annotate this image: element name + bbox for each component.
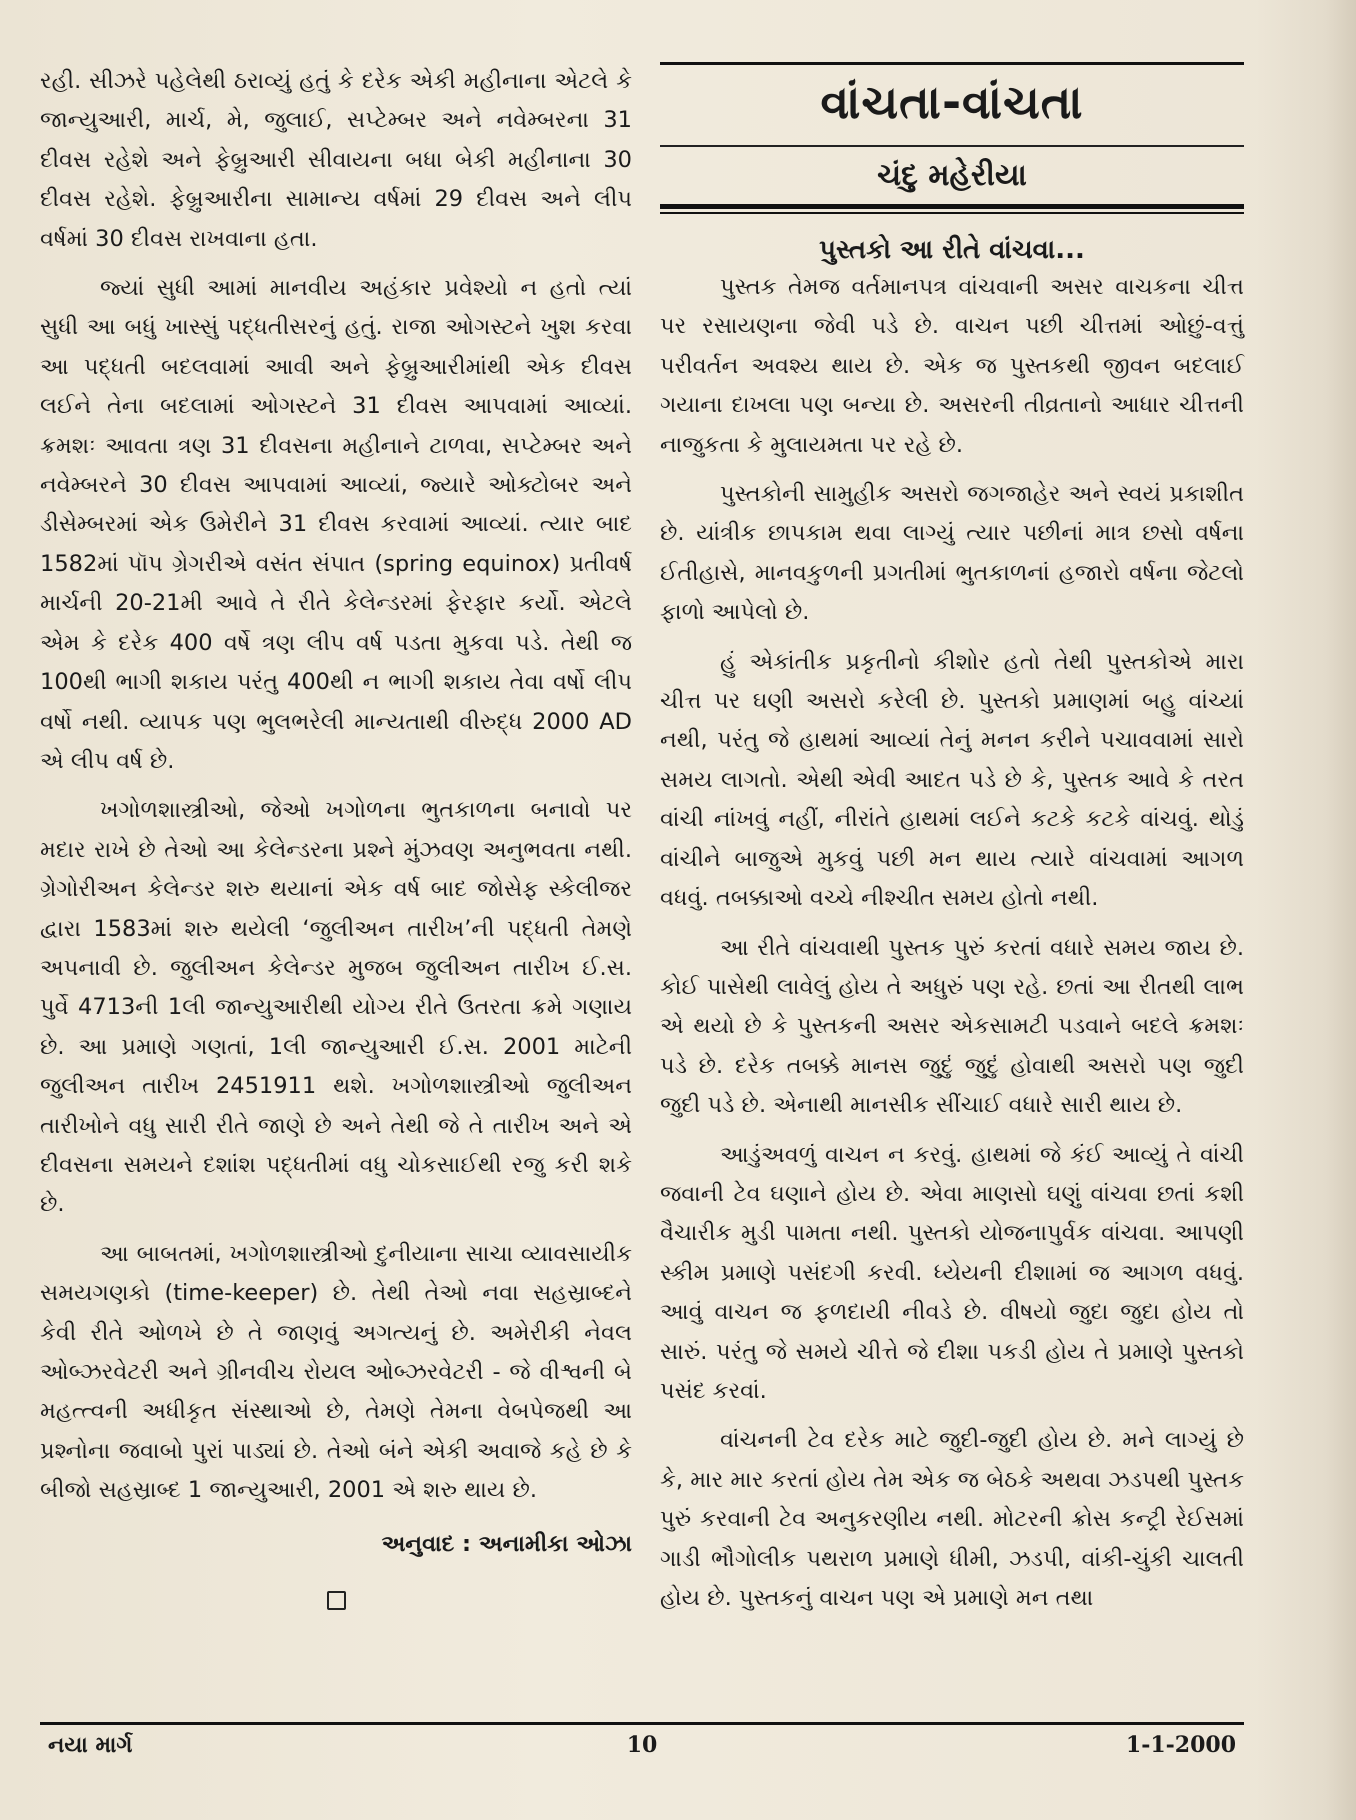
magazine-name: નયા માર્ગ xyxy=(48,1732,133,1758)
page-footer xyxy=(40,1732,1244,1766)
right-paragraph-4: આ રીતે વાંચવાથી પુસ્તક પુરું કરતાં વધારે સમય જાય છે. કોઈ પાસેથી લાવેલું હોય તે અધુરું પણ રહે. છતાં આ રીતથી લાભ એ થયો છે કે પુસ્તકની અસર એકસામટી પડવાને બદલે ક્રમશઃ પડે છે. દરેક તબક્કે માનસ જુદું જુદું હોવાથી અસરો પણ જુદી જુદી પડે છે. એનાથી માનસીક સીંચાઈ વધારે સારી થાય છે. xyxy=(660,934,1244,1119)
right-column xyxy=(660,268,1244,1628)
right-paragraph-6: વાંચનની ટેવ દરેક માટે જુદી-જુદી હોય છે. મને લાગ્યું છે કે, માર માર કરતાં હોય તેમ એક જ બેઠકે અથવા ઝડપથી પુસ્તક પુરું કરવાની ટેવ અનુકરણીય નથી. મોટરની ક્રોસ કન્ટ્રી રેઈસમાં ગાડી ભૌગોલીક પથરાળ પ્રમાણે ધીમી, ઝડપી, વાંકી-ચુંકી ચાલતી હોય છે. પુસ્તકનું વાચન પણ એ પ્રમાણે મન તથા xyxy=(660,1427,1244,1611)
issue-date: 1-1-2000 xyxy=(1125,1732,1236,1758)
right-paragraph-1: પુસ્તક તેમજ વર્તમાનપત્ર વાંચવાની અસર વાચકના ચીત્ત પર રસાયણના જેવી પડે છે. વાચન પછી ચીત્તમાં ઓછું-વત્તું પરીવર્તન અવશ્ય થાય છે. એક જ પુસ્તકથી જીવન બદલાઈ ગયાના દાખલા પણ બન્યા છે. અસરની તીવ્રતાનો આધાર ચીત્તની નાજુકતા કે મુલાયમતા પર રહે છે. xyxy=(660,274,1244,458)
translator-credit: અનુવાદ : અનામીકા ઓઝા xyxy=(381,1530,632,1557)
right-paragraph-3: હું એકાંતીક પ્રકૃતીનો કીશોર હતો તેથી પુસ્તકોએ મારા ચીત્ત પર ઘણી અસરો કરેલી છે. પુસ્તકો પ્રમાણમાં બહુ વાંચ્યાં નથી, પરંતુ જે હાથમાં આવ્યાં તેનું મનન કરીને પચાવવામાં સારો સમય લાગતો. એથી એવી આદત પડે છે કે, પુસ્તક આવે કે તરત વાંચી નાંખવું નહીં, નીરાંતે હાથમાં લઈને કટકે કટકે વાંચવું. થોડું વાંચીને બાજુએ મુકવું પછી મન થાય ત્યારે વાંચવામાં આગળ વધવું. તબક્કાઓ વચ્ચે નીશ્ચીત સમય હોતો નથી. xyxy=(660,648,1244,912)
header-rule-thin xyxy=(660,212,1244,214)
header-rule-middle xyxy=(660,145,1244,147)
left-paragraph-1: રહી. સીઝરે પહેલેથી ઠરાવ્યું હતું કે દરેક એકી મહીનાના એટલે કે જાન્યુઆરી, માર્ચ, મે, જુલાઈ, સપ્ટેમ્બર અને નવેમ્બરના 31 દીવસ રહેશે અને ફેબ્રુઆરી સીવાયના બધા બેકી મહીનાના 30 દીવસ રહેશે. ફેબ્રુઆરીના સામાન્ય વર્ષમાં 29 દીવસ અને લીપ વર્ષમાં 30 દીવસ રાખવાના હતા. xyxy=(40,68,632,252)
square-icon xyxy=(327,1591,346,1610)
end-of-article-mark xyxy=(40,1584,632,1623)
right-paragraph-2: પુસ્તકોની સામુહીક અસરો જગજાહેર અને સ્વયં પ્રકાશીત છે. યાંત્રીક છાપકામ થવા લાગ્યું ત્યાર પછીનાં માત્ર છસો વર્ષના ઈતીહાસે, માનવકુળની પ્રગતીમાં ભુતકાળનાં હજારો વર્ષના જેટલો ફાળો આપેલો છે. xyxy=(660,481,1244,626)
left-paragraph-2: જ્યાં સુધી આમાં માનવીય અહંકાર પ્રવેશ્યો ન હતો ત્યાં સુધી આ બધું ખાસ્સું પદ્ધતીસરનું હતું. રાજા ઓગસ્ટને ખુશ કરવા આ પદ્ધતી બદલવામાં આવી અને ફેબ્રુઆરીમાંથી એક દીવસ લઈને તેના બદલામાં ઓગસ્ટને 31 દીવસ આપવામાં આવ્યાં. ક્રમશઃ આવતા ત્રણ 31 દીવસના મહીનાને ટાળવા, સપ્ટેમ્બર અને નવેમ્બરને 30 દીવસ આપવામાં આવ્યાં, જ્યારે ઓક્ટોબર અને ડીસેમ્બરમાં એક ઉમેરીને 31 દીવસ કરવામાં આવ્યાં. ત્યાર બાદ 1582માં પૉપ ગ્રેગરીએ વસંત સંપાત (spring equinox) પ્રતીવર્ષ માર્ચની 20-21મી આવે તે રીતે કેલેન્ડરમાં ફેરફાર કર્યો. એટલે એમ કે દરેક 400 વર્ષે ત્રણ લીપ વર્ષ પડતા મુકવા પડે. તેથી જ 100થી ભાગી શકાય પરંતુ 400થી ન ભાગી શકાય તેવા વર્ષો લીપ વર્ષો નથી. વ્યાપક પણ ભુલભરેલી માન્યતાથી વીરુદ્ધ 2000 AD એ લીપ વર્ષ છે. xyxy=(40,275,632,774)
right-paragraph-5: આડુંઅવળું વાચન ન કરવું. હાથમાં જે કંઈ આવ્યું તે વાંચી જવાની ટેવ ઘણાને હોય છે. એવા માણસો ઘણું વાંચવા છતાં કશી વૈચારીક મુડી પામતા નથી. પુસ્તકો યોજનાપુર્વક વાંચવા. આપણી સ્કીમ પ્રમાણે પસંદગી કરવી. ધ્યેયની દીશામાં જ આગળ વધવું. આવું વાચન જ ફળદાયી નીવડે છે. વીષયો જુદા જુદા હોય તો સારું. પરંતુ જે સમયે ચીત્તે જે દીશા પકડી હોય તે પ્રમાણે પુસ્તકો પસંદ કરવાં. xyxy=(660,1141,1244,1404)
header-rule-thick xyxy=(660,204,1244,209)
left-paragraph-4: આ બાબતમાં, ખગોળશાસ્ત્રીઓ દુનીયાના સાચા વ્યાવસાયીક સમયગણકો (time-keeper) છે. તેથી તેઓ નવા સહસ્રાબ્દને કેવી રીતે ઓળખે છે તે જાણવું અગત્યનું છે. અમેરીકી નેવલ ઓબ્ઝરવેટરી અને ગ્રીનવીચ રોયલ ઓબ્ઝરવેટરી - જે વીશ્વની બે મહત્ત્વની અધીકૃત સંસ્થાઓ છે, તેમણે તેમના વેબપેજથી આ પ્રશ્નોના જવાબો પુરાં પાડ્યાં છે. તેઓ બંને એકી અવાજે કહે છે કે બીજો સહસ્રાબ્દ 1 જાન્યુઆરી, 2001 એ શરુ થાય છે. xyxy=(40,1240,632,1504)
column-title: વાંચતા-વાંચતા xyxy=(820,75,1084,129)
page-number: 10 xyxy=(626,1732,658,1758)
footer-rule xyxy=(40,1722,1244,1725)
left-paragraph-3: ખગોળશાસ્ત્રીઓ, જેઓ ખગોળના ભુતકાળના બનાવો પર મદાર રાખે છે તેઓ આ કેલેન્ડરના પ્રશ્ને મુંઝવણ અનુભવતા નથી. ગ્રેગોરીઅન કેલેન્ડર શરુ થયાનાં એક વર્ષ બાદ જોસેફ સ્કેલીજર દ્વારા 1583માં શરુ થયેલી ‘જુલીઅન તારીખ’ની પદ્ધતી તેમણે અપનાવી છે. જુલીઅન કેલેન્ડર મુજબ જુલીઅન તારીખ ઈ.સ. પુર્વે 4713ની 1લી જાન્યુઆરીથી યોગ્ય રીતે ઉતરતા ક્રમે ગણાય છે. આ પ્રમાણે ગણતાં, 1લી જાન્યુઆરી ઈ.સ. 2001 માટેની જુલીઅન તારીખ 2451911 થશે. ખગોળશાસ્ત્રીઓ જુલીઅન તારીખોને વધુ સારી રીતે જાણે છે અને તેથી જે તે તારીખ અને એ દીવસના સમયને દશાંશ પદ્ધતીમાં વધુ ચોકસાઈથી રજુ કરી શકે છે. xyxy=(40,797,632,1218)
article-title: પુસ્તકો આ રીતે વાંચવા... xyxy=(819,235,1085,265)
author-name: ચંદુ મહેરીયા xyxy=(877,158,1027,193)
left-column xyxy=(40,62,632,1623)
header-rule-top xyxy=(660,62,1244,65)
page-edge-shadow xyxy=(1256,0,1356,1820)
